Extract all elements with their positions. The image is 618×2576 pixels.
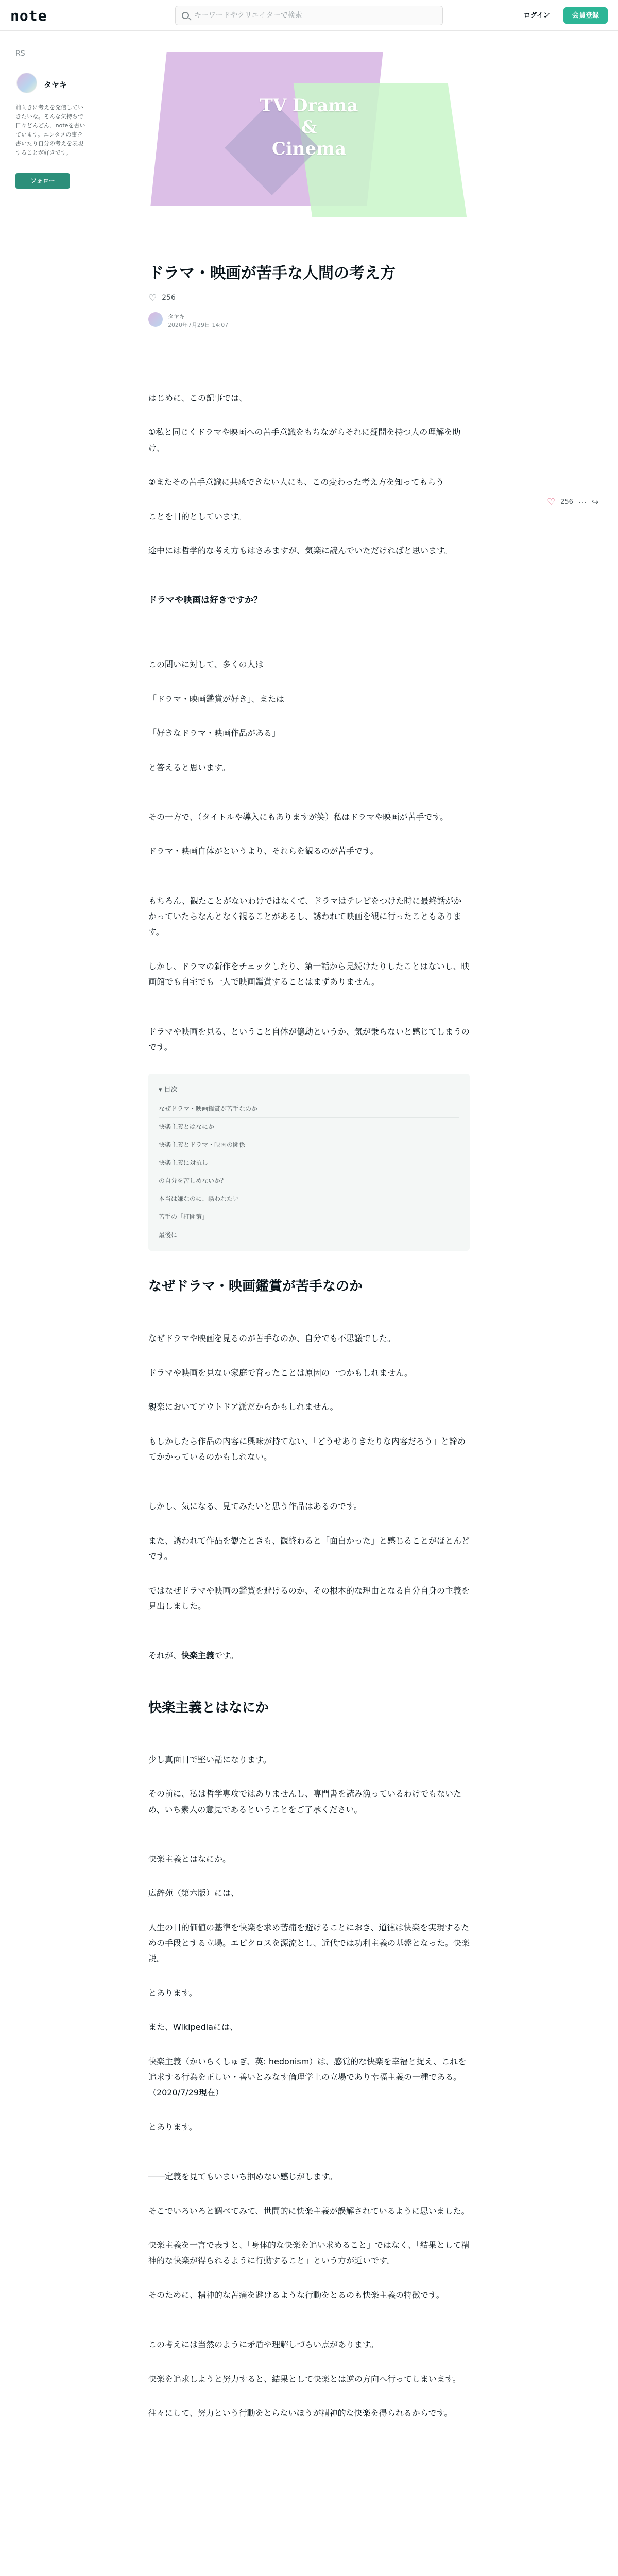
- hero-title-line: Cinema: [271, 139, 347, 159]
- article-body: [148, 391, 470, 2421]
- paragraph: はじめに、この記事では、: [148, 393, 248, 403]
- heart-icon[interactable]: ♡: [547, 496, 556, 507]
- paragraph: 少し真面目で堅い話になります。: [148, 1754, 271, 1765]
- toc-heading[interactable]: ▾ 目次: [159, 1086, 178, 1094]
- note-logo[interactable]: note: [10, 7, 47, 24]
- section-heading: 快楽主義とはなにか: [148, 1700, 269, 1716]
- paragraph: とあります。: [148, 2122, 197, 2132]
- article-title: ドラマ・映画が苦手な人間の考え方: [148, 264, 396, 282]
- paragraph: 快楽を追求しようと努力すると、結果として快楽とは逆の方向へ行ってしまいます。: [148, 2374, 461, 2384]
- author-bio: 前向きに考えを発信していきたいな。そんな気持ちで日々どんどん、noteを書いています。エンタメの事を書いたり自分の考えを表現することが好きです。: [15, 104, 85, 156]
- paragraph: と答えると思います。: [148, 762, 230, 772]
- paragraph-text: それが、: [148, 1651, 182, 1661]
- paragraph: ドラマや映画を見ない家庭で育ったことは原因の一つかもしれません。: [148, 1367, 413, 1378]
- paragraph: とあります。: [148, 1988, 197, 1998]
- toc-heading-label: 目次: [164, 1086, 178, 1094]
- global-header: [0, 0, 618, 31]
- likes-row: [148, 292, 470, 304]
- toc-item[interactable]: 最後に: [159, 1231, 178, 1239]
- paragraph: この問いに対して、多くの人は: [148, 659, 264, 670]
- paragraph: また、Wikipediaには、: [148, 2022, 238, 2032]
- paragraph: 途中には哲学的な考え方もはさみますが、気楽に読んでいただければと思います。: [148, 545, 453, 555]
- search-input[interactable]: [194, 6, 436, 25]
- heart-icon[interactable]: ♡: [148, 292, 157, 303]
- article: [148, 263, 470, 2439]
- paragraph: 快楽主義を一言で表すと、「身体的な快楽を追い求めること」ではなく、「結果として精神的な快楽が得られるように行動すること」という方が近いです。: [148, 2240, 470, 2266]
- paragraph: ドラマや映画を見る、ということ自体が億劫というか、気が乗らないと感じてしまうのです。: [148, 1026, 470, 1053]
- more-icon[interactable]: ⋯: [578, 497, 587, 507]
- search-box[interactable]: [175, 6, 443, 25]
- paragraph: その一方で、（タイトルや導入にもありますが笑）私はドラマや映画が苦手です。: [148, 811, 449, 822]
- paragraph: もちろん、観たことがないわけではなくて、ドラマはテレビをつけた時に最終話がかかっていたらなんとなく観ることがあるし、誘われて映画を観に行ったこともあります。: [148, 895, 462, 937]
- paragraph: ではなぜドラマや映画の鑑賞を避けるのか、その根本的な理由となる自分自身の主義を見出しました。: [148, 1585, 470, 1611]
- article-meta: [148, 311, 470, 332]
- toc-item[interactable]: の自分を苦しめないか？: [159, 1172, 459, 1190]
- hero-title-line: &: [301, 117, 317, 138]
- hero-image: [148, 37, 470, 235]
- paragraph: 「ドラマ・映画鑑賞が好き」、または: [148, 693, 285, 704]
- toc-item[interactable]: 本当は嫌なのに、誘われたい: [159, 1190, 459, 1208]
- paragraph: その前に、私は哲学専攻ではありませんし、専門書を読み漁っているわけでもないため、いち素人の意見であるということをご了承ください。: [148, 1789, 462, 1815]
- paragraph: しかし、ドラマの新作をチェックしたり、第一話から見続けたりしたことはないし、映画館でも自宅でも一人で映画鑑賞することはまずありません。: [148, 961, 470, 987]
- follow-button[interactable]: フォロー: [15, 173, 70, 189]
- paragraph: ①私と同じくドラマや映画への苦手意識をもちながらそれに疑問を持つ人の理解を助け、: [148, 427, 461, 453]
- paragraph: そのために、精神的な苦痛を避けるような行動をとるのも快楽主義の特徴です。: [148, 2290, 444, 2300]
- toc-item[interactable]: 快楽主義とドラマ・映画の関係: [159, 1136, 459, 1154]
- meta-date: 2020年7月29日 14:07: [168, 321, 229, 328]
- hero-title: [148, 95, 470, 160]
- paragraph: ――定義を見てもいまいち掴めない感じがします。: [148, 2172, 337, 2182]
- like-count: 256: [162, 294, 176, 302]
- login-button[interactable]: ログイン: [515, 7, 558, 24]
- paragraph: [148, 1648, 470, 1664]
- paragraph: この考えには当然のように矛盾や理解しづらい点があります。: [148, 2340, 379, 2350]
- paragraph: そこでいろいろと調べてみて、世間的に快楽主義が誤解されているように思いました。: [148, 2206, 470, 2216]
- like-count: 256: [560, 498, 573, 506]
- section-heading: なぜドラマ・映画鑑賞が苦手なのか: [148, 1279, 363, 1295]
- search-icon: [182, 12, 189, 19]
- meta-author[interactable]: タヤキ: [168, 313, 185, 320]
- paragraph: なぜドラマや映画を見るのが苦手なのか、自分でも不思議でした。: [148, 1333, 396, 1344]
- paragraph: ことを目的としています。: [148, 511, 247, 521]
- paragraph: しかし、気になる、見てみたいと思う作品はあるのです。: [148, 1501, 362, 1512]
- paragraph: 広辞苑（第六版）には、: [148, 1888, 239, 1899]
- section-question: ドラマや映画は好きですか？: [148, 595, 262, 606]
- paragraph: 往々にして、努力という行動をとらないほうが精神的な快楽を得られるからです。: [148, 2408, 453, 2418]
- toc-item[interactable]: 快楽主義に対抗し: [159, 1154, 459, 1172]
- paragraph: 人生の目的価値の基準を快楽を求め苦痛を避けることにおき、道徳は快楽を実現するための手段とする立場。エピクロスを源流とし、近代では功利主義の基盤となった。快楽説。: [148, 1922, 470, 1964]
- toc-item[interactable]: なぜドラマ・映画鑑賞が苦手なのか: [159, 1100, 459, 1118]
- paragraph: ドラマ・映画自体がというより、それらを観るのが苦手です。: [148, 846, 379, 856]
- avatar[interactable]: [16, 73, 37, 93]
- paragraph: また、誘われて作品を観たときも、観終わると「面白かった」と感じることがほとんどです。: [148, 1535, 470, 1562]
- paragraph: 「好きなドラマ・映画作品がある」: [148, 728, 281, 738]
- author-name[interactable]: タヤキ: [44, 80, 67, 90]
- avatar[interactable]: [148, 312, 163, 327]
- paragraph: もしかしたら作品の内容に興味が持てない、「どうせありきたりな内容だろう」と諦めてかかっているのかもしれない。: [148, 1436, 466, 1462]
- paragraph: 快楽主義とはなにか。: [148, 1854, 231, 1864]
- paragraph: 快楽主義（かいらくしゅぎ、英: hedonism）は、感覚的な快楽を幸福と捉え、これを追求する行為を正しい・善いとみなす倫理学上の立場であり幸福主義の一種である。（2020/7/29現在）: [148, 2056, 467, 2098]
- share-icon[interactable]: ↪: [591, 497, 599, 507]
- paragraph: 親楽においてアウトドア派だからかもしれません。: [148, 1402, 338, 1412]
- toc-item[interactable]: 快楽主義とはなにか: [159, 1118, 459, 1136]
- table-of-contents: [148, 1074, 470, 1251]
- paragraph: ②またその苦手意識に共感できない人にも、この変わった考え方を知ってもらう: [148, 477, 444, 487]
- paragraph-text: です。: [214, 1651, 238, 1661]
- hero-title-line: TV Drama: [260, 95, 358, 116]
- floating-actions: [547, 496, 598, 508]
- rss-icon[interactable]: RS: [15, 49, 25, 58]
- emphasis: 快楽主義: [181, 1651, 215, 1661]
- toc-item[interactable]: 苦手の「打開策」: [159, 1208, 459, 1226]
- signup-button[interactable]: 会員登録: [563, 7, 608, 24]
